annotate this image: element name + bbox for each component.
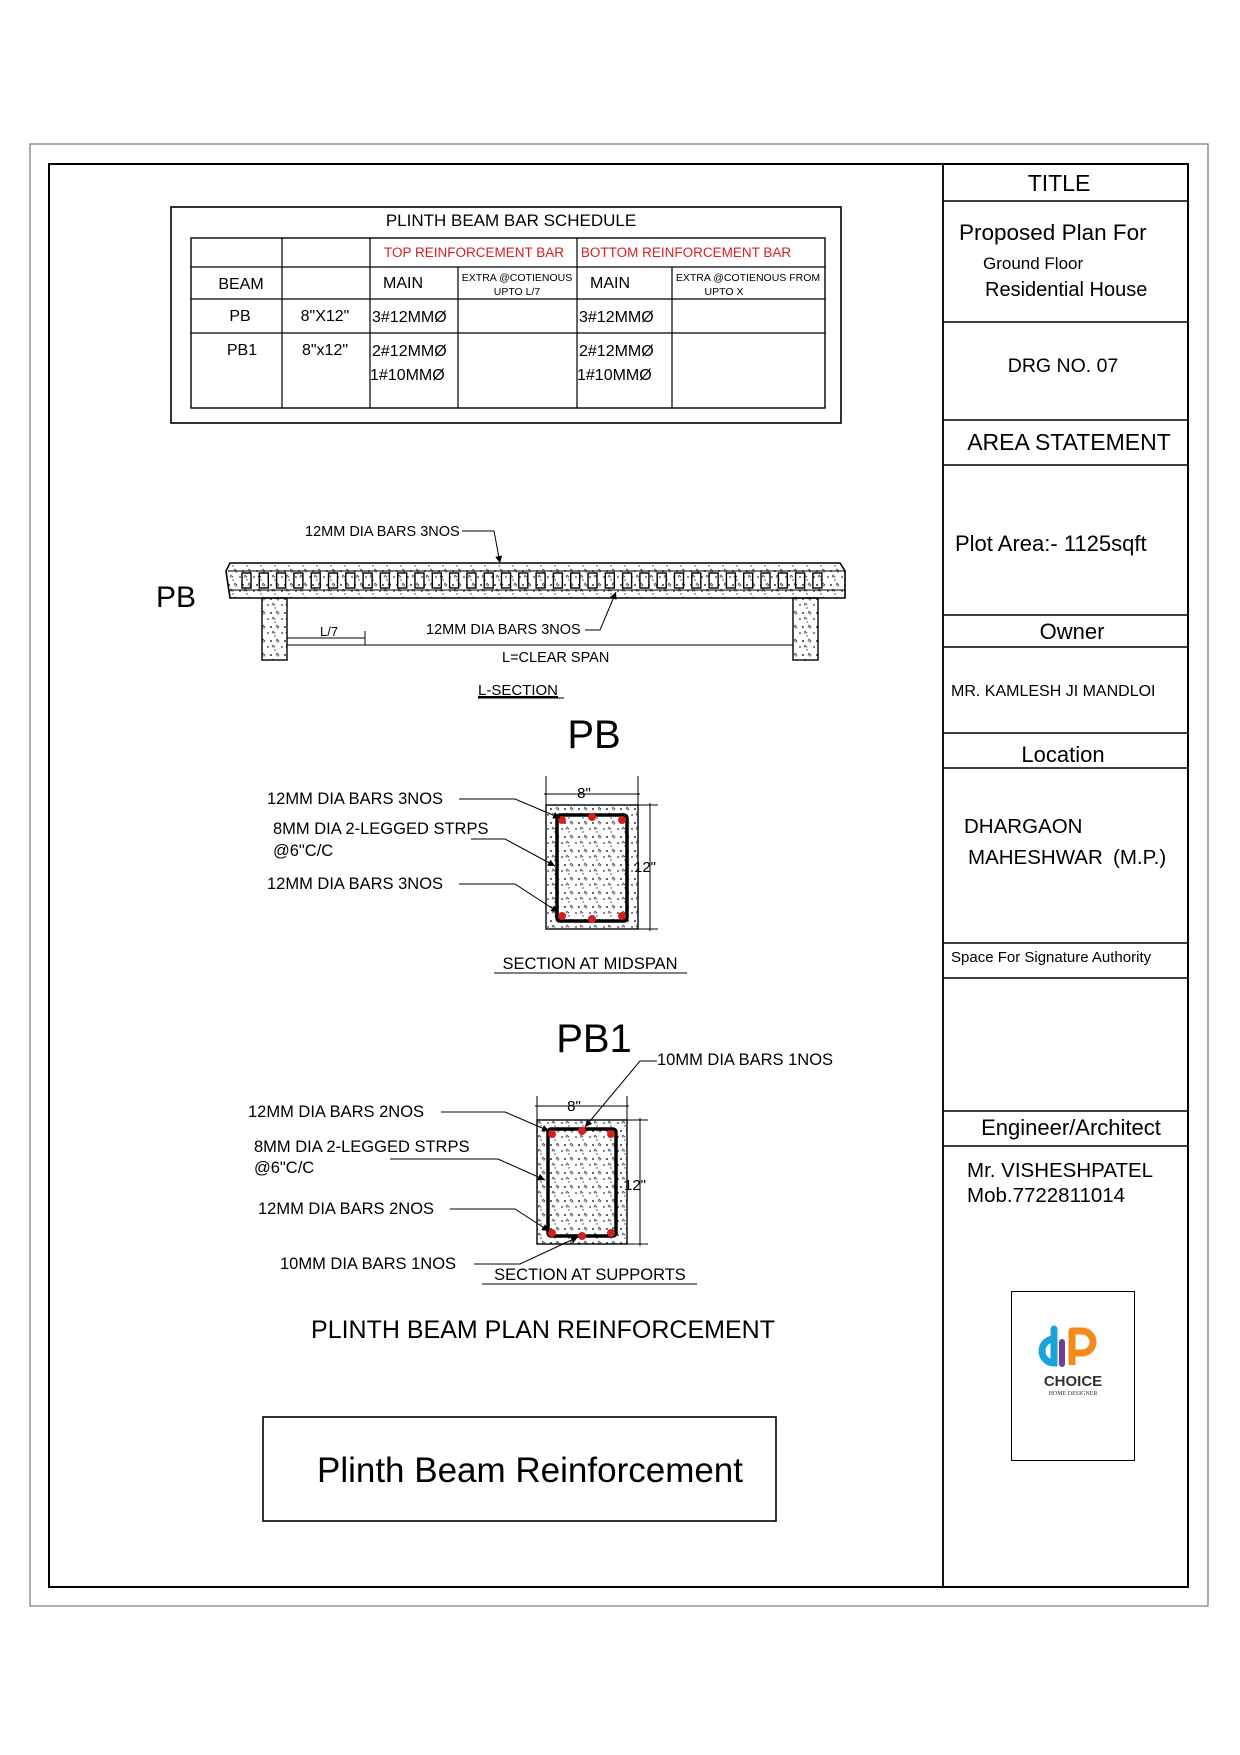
pb-stirrups-label-2: @6"C/C xyxy=(273,842,334,860)
tb-location-line1: DHARGAON xyxy=(964,815,1083,838)
l-section-clear-span-label: L=CLEAR SPAN xyxy=(502,650,610,666)
logo-brand: CHOICE xyxy=(1043,1373,1103,1390)
tb-engineer-mob: Mob.7722811014 xyxy=(967,1184,1126,1207)
l-section-beam-label: PB xyxy=(156,581,197,614)
row-pb1-size: 8"x12" xyxy=(301,342,349,359)
plan-caption: PLINTH BEAM PLAN REINFORCEMENT xyxy=(311,1316,775,1344)
pb1-stirrups-label-2: @6"C/C xyxy=(254,1159,315,1177)
pb-section-caption: SECTION AT MIDSPAN xyxy=(502,955,678,973)
col-top-extra-header-2: UPTO L/7 xyxy=(493,286,541,298)
col-beam-header: BEAM xyxy=(218,276,264,293)
row-pb1-bottom-main-1: 2#12MMØ xyxy=(579,343,654,360)
pb-midspan-section xyxy=(267,713,687,973)
row-pb1-top-main-1: 2#12MMØ xyxy=(372,343,447,360)
col-bottom-main-header: MAIN xyxy=(590,275,630,292)
pb1-width-dim: 8" xyxy=(567,1098,581,1115)
brand-logo xyxy=(1011,1291,1135,1461)
bottom-reinforcement-header: BOTTOM REINFORCEMENT BAR xyxy=(580,245,792,260)
tb-location-line3: (M.P.) xyxy=(1113,846,1167,869)
pb1-extra-bottom-label: 10MM DIA BARS 1NOS xyxy=(280,1255,457,1273)
tb-signature: Space For Signature Authority xyxy=(951,949,1152,966)
col-top-main-header: MAIN xyxy=(383,275,423,292)
row-pb-beam: PB xyxy=(229,308,251,325)
tb-engineer-name: Mr. VISHESHPATEL xyxy=(967,1159,1154,1182)
main-title: Plinth Beam Reinforcement xyxy=(316,1451,744,1490)
pb1-bottom-bars-label: 12MM DIA BARS 2NOS xyxy=(258,1200,435,1218)
pb-depth-dim: 12" xyxy=(634,859,657,876)
l-section-bottom-bars-label: 12MM DIA BARS 3NOS xyxy=(426,622,581,638)
col-top-extra-header-1: EXTRA @COTIENOUS xyxy=(461,272,573,284)
title-block-text xyxy=(951,170,1171,1207)
pb1-section-caption: SECTION AT SUPPORTS xyxy=(494,1266,686,1284)
l-section-caption: L-SECTION xyxy=(478,682,559,699)
row-pb1-top-main-2: 1#10MMØ xyxy=(370,367,445,384)
schedule-title: PLINTH BEAM BAR SCHEDULE xyxy=(385,211,637,230)
tb-area-heading: AREA STATEMENT xyxy=(967,429,1171,455)
tb-owner-heading: Owner xyxy=(1039,619,1105,644)
tb-plot-area: Plot Area:- 1125sqft xyxy=(955,531,1147,556)
pb1-depth-dim: 12" xyxy=(624,1177,647,1194)
brand-logo-mark xyxy=(1012,1292,1133,1459)
pb1-section-title: PB1 xyxy=(556,1017,632,1061)
tb-engineer-heading: Engineer/Architect xyxy=(981,1115,1161,1140)
row-pb1-bottom-main-2: 1#10MMØ xyxy=(577,367,652,384)
l-section-drawing xyxy=(156,524,845,699)
tb-title-line2: Ground Floor xyxy=(983,254,1084,273)
pb1-stirrups-label-1: 8MM DIA 2-LEGGED STRPS xyxy=(254,1138,470,1156)
row-pb1-beam: PB1 xyxy=(226,342,258,359)
pb-width-dim: 8" xyxy=(577,785,591,802)
pb1-support-section xyxy=(248,1017,833,1284)
col-bottom-extra-header-1: EXTRA @COTIENOUS FROM xyxy=(675,272,821,284)
pb-top-bars-label: 12MM DIA BARS 3NOS xyxy=(267,790,444,808)
row-pb-size: 8"X12" xyxy=(300,308,350,325)
logo-tagline: HOME DESIGNER xyxy=(1048,1391,1098,1397)
pb1-top-bars-label: 12MM DIA BARS 2NOS xyxy=(248,1103,425,1121)
pb-stirrups-label-1: 8MM DIA 2-LEGGED STRPS xyxy=(273,820,489,838)
pb-section-title: PB xyxy=(567,713,621,757)
top-reinforcement-header: TOP REINFORCEMENT BAR xyxy=(383,245,565,260)
tb-title-line3: Residential House xyxy=(985,279,1148,301)
col-bottom-extra-header-2: UPTO X xyxy=(704,286,744,298)
tb-location-heading: Location xyxy=(1021,742,1105,767)
l-section-top-bars-label: 12MM DIA BARS 3NOS xyxy=(305,524,460,540)
pb1-extra-top-label: 10MM DIA BARS 1NOS xyxy=(657,1051,834,1069)
l-section-l7-label: L/7 xyxy=(320,624,339,639)
tb-location-line2: MAHESHWAR xyxy=(968,846,1103,869)
tb-title-heading: TITLE xyxy=(1027,170,1091,196)
bar-schedule-table xyxy=(171,207,841,423)
pb-bottom-bars-label: 12MM DIA BARS 3NOS xyxy=(267,875,444,893)
row-pb-bottom-main: 3#12MMØ xyxy=(579,309,654,326)
tb-owner-name: MR. KAMLESH JI MANDLOI xyxy=(951,683,1156,700)
tb-drg-no: DRG NO. 07 xyxy=(1007,355,1119,377)
tb-title-line1: Proposed Plan For xyxy=(959,220,1147,245)
row-pb-top-main: 3#12MMØ xyxy=(372,309,447,326)
